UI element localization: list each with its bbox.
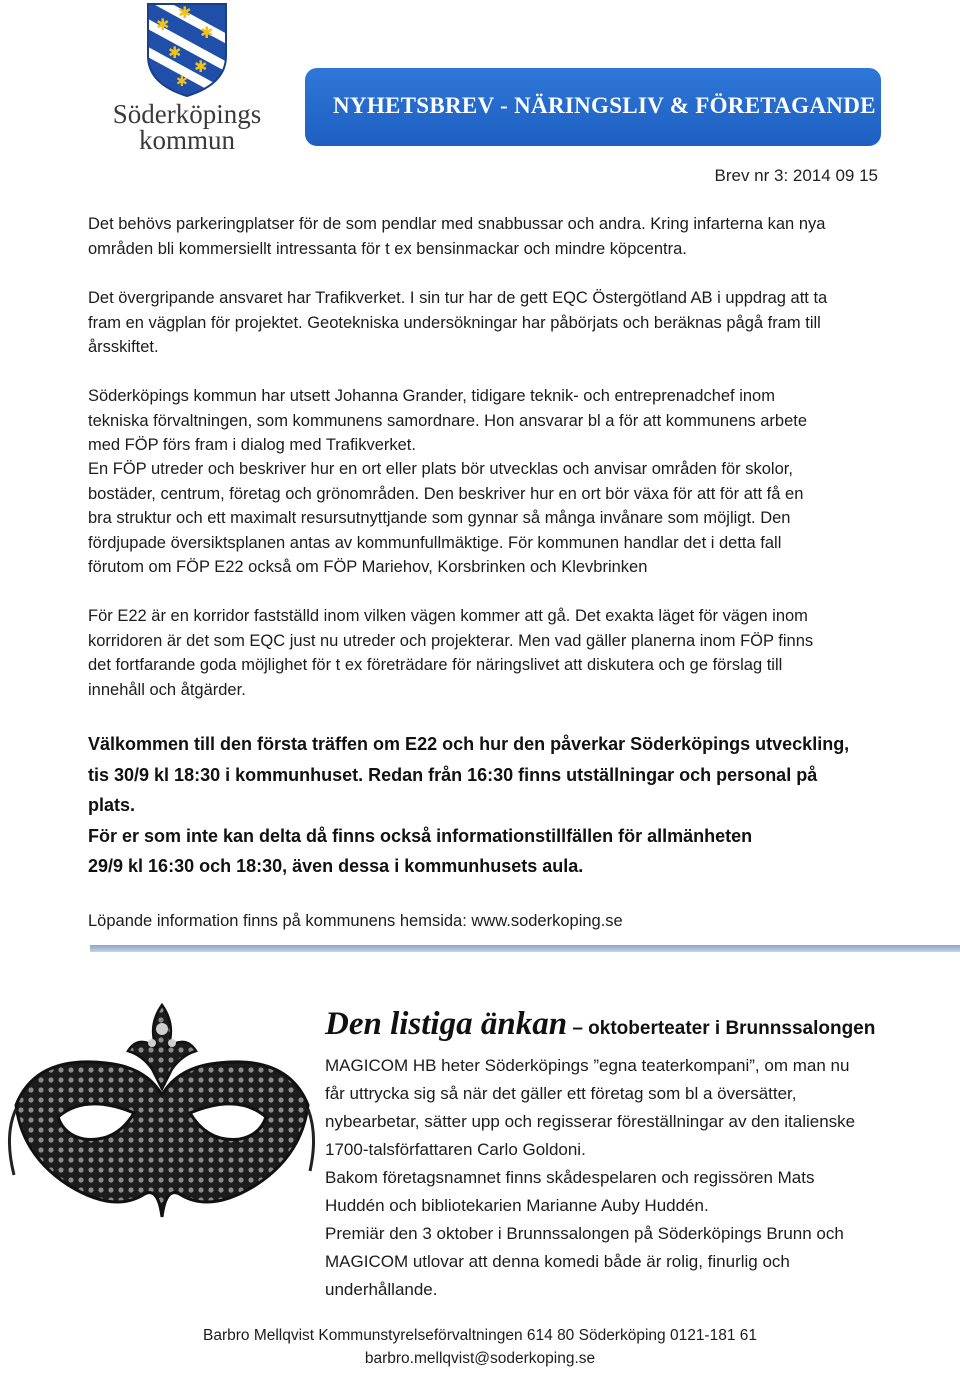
website-info: Löpande information finns på kommunens hemsida: www.soderkoping.se bbox=[88, 912, 623, 930]
text-line: MAGICOM utlovar att denna komedi både är rolig, finurlig och bbox=[325, 1252, 790, 1271]
org-name-line1: Söderköpings bbox=[112, 99, 262, 129]
svg-text:✱: ✱ bbox=[200, 23, 214, 42]
svg-text:✱: ✱ bbox=[156, 15, 170, 34]
theater-description bbox=[325, 1052, 925, 1304]
text-line: det fortfarande goda möjlighet för t ex företrädare för näringslivet att diskutera och ge förslag till bbox=[88, 656, 783, 674]
org-name-line2: kommun bbox=[138, 125, 235, 155]
svg-text:✱: ✱ bbox=[178, 3, 192, 22]
municipality-logo bbox=[104, 2, 270, 154]
text-line: bostäder, centrum, företag och grönområden. Den beskriver hur en ort bör växa för att för att få en bbox=[88, 484, 804, 503]
theater-heading bbox=[325, 1006, 875, 1043]
paragraph-parking bbox=[88, 212, 918, 261]
newsletter-banner bbox=[305, 68, 881, 146]
svg-text:✱: ✱ bbox=[194, 57, 208, 76]
text-line: innehåll och åtgärder. bbox=[88, 680, 246, 699]
theater-subtitle: – oktoberteater i Brunnssalongen bbox=[567, 1018, 876, 1039]
text-line: Premiär den 3 oktober i Brunnssalongen på Söderköpings Brunn och bbox=[325, 1224, 844, 1243]
banner-title: NYHETSBREV - NÄRINGSLIV & FÖRETAGANDE bbox=[333, 93, 876, 118]
text-line: fram en vägplan för projektet. Geotekniska undersökningar har påbörjats och beräknas pågå fram till bbox=[88, 313, 821, 332]
text-line: fördjupade översiktsplanen antas av kommunfullmäktige. För kommunen handlar det i detta fall bbox=[88, 533, 782, 552]
section-divider bbox=[90, 945, 960, 952]
masquerade-mask-icon bbox=[6, 985, 318, 1245]
text-line: Huddén och bibliotekarien Marianne Auby Huddén. bbox=[325, 1196, 709, 1215]
text-line: förutom om FÖP E22 också om FÖP Mariehov, Korsbrinken och Klevbrinken bbox=[88, 558, 648, 576]
coat-of-arms-icon bbox=[146, 2, 228, 98]
text-line: Det behövs parkeringplatser för de som pendlar med snabbussar och andra. Kring infarterna kan nya bbox=[88, 215, 826, 233]
paragraph-coordinator bbox=[88, 384, 918, 458]
svg-text:✱: ✱ bbox=[168, 43, 182, 62]
text-line: Söderköpings kommun har utsett Johanna Grander, tidigare teknik- och entreprenadchef inom bbox=[88, 387, 775, 405]
paragraph-trafikverket bbox=[88, 286, 918, 360]
invitation-block bbox=[88, 729, 918, 882]
footer-email: barbro.mellqvist@soderkoping.se bbox=[364, 1350, 596, 1367]
text-line: En FÖP utreder och beskriver hur en ort eller plats bör utvecklas och anvisar områden för skolor, bbox=[88, 460, 793, 478]
text-line: plats. bbox=[88, 795, 136, 815]
text-line: nybearbetar, sätter upp och regisserar föreställningar av den italienske bbox=[325, 1112, 856, 1131]
text-line: underhållande. bbox=[325, 1280, 438, 1299]
text-line: För er som inte kan delta då finns också informationstillfällen för allmänheten bbox=[88, 825, 753, 846]
paragraph-corridor bbox=[88, 604, 918, 702]
text-line: Det övergripande ansvaret har Trafikverket. I sin tur har de gett EQC Östergötland AB i uppdrag att ta bbox=[88, 289, 828, 307]
text-line: får uttrycka sig så när det gäller ett företag som bl a översätter, bbox=[325, 1084, 797, 1103]
text-line: 1700-talsförfattaren Carlo Goldoni. bbox=[325, 1140, 586, 1159]
text-line: För E22 är en korridor fastställd inom vilken vägen kommer att gå. Det exakta läget för vägen inom bbox=[88, 607, 808, 625]
text-line: tis 30/9 kl 18:30 i kommunhuset. Redan från 16:30 finns utställningar och personal på bbox=[88, 764, 818, 785]
text-line: MAGICOM HB heter Söderköpings ”egna teaterkompani”, om man nu bbox=[325, 1056, 850, 1075]
text-line: tekniska förvaltningen, som kommunens samordnare. Hon ansvarar bl a för att kommunens arbete bbox=[88, 411, 808, 430]
paragraph-fop-definition bbox=[88, 457, 918, 580]
issue-number: Brev nr 3: 2014 09 15 bbox=[714, 166, 878, 185]
text-line: 29/9 kl 16:30 och 18:30, även dessa i kommunhusets aula. bbox=[88, 856, 584, 876]
text-line: bra struktur och ett maximalt resursutnyttjande som gynnar så många invånare som möjligt. Den bbox=[88, 509, 791, 527]
theater-title: Den listiga änkan bbox=[325, 1006, 568, 1042]
text-line: Välkommen till den första träffen om E22 och hur den påverkar Söderköpings utveckling, bbox=[88, 734, 850, 754]
text-line: med FÖP förs fram i dialog med Trafikverket. bbox=[88, 436, 416, 454]
text-line: årsskiftet. bbox=[88, 338, 159, 356]
text-line: områden bli kommersiellt intressanta för t ex bensinmackar och mindre köpcentra. bbox=[88, 239, 687, 258]
svg-text:✱: ✱ bbox=[176, 74, 188, 90]
text-line: korridoren är det som EQC just nu utreder och projekterar. Men vad gäller planerna inom FÖP finns bbox=[88, 631, 814, 650]
footer-contact: Barbro Mellqvist Kommunstyrelseförvaltningen 614 80 Söderköping 0121-181 61 bbox=[202, 1327, 758, 1344]
text-line: Bakom företagsnamnet finns skådespelaren och regissören Mats bbox=[325, 1168, 815, 1187]
